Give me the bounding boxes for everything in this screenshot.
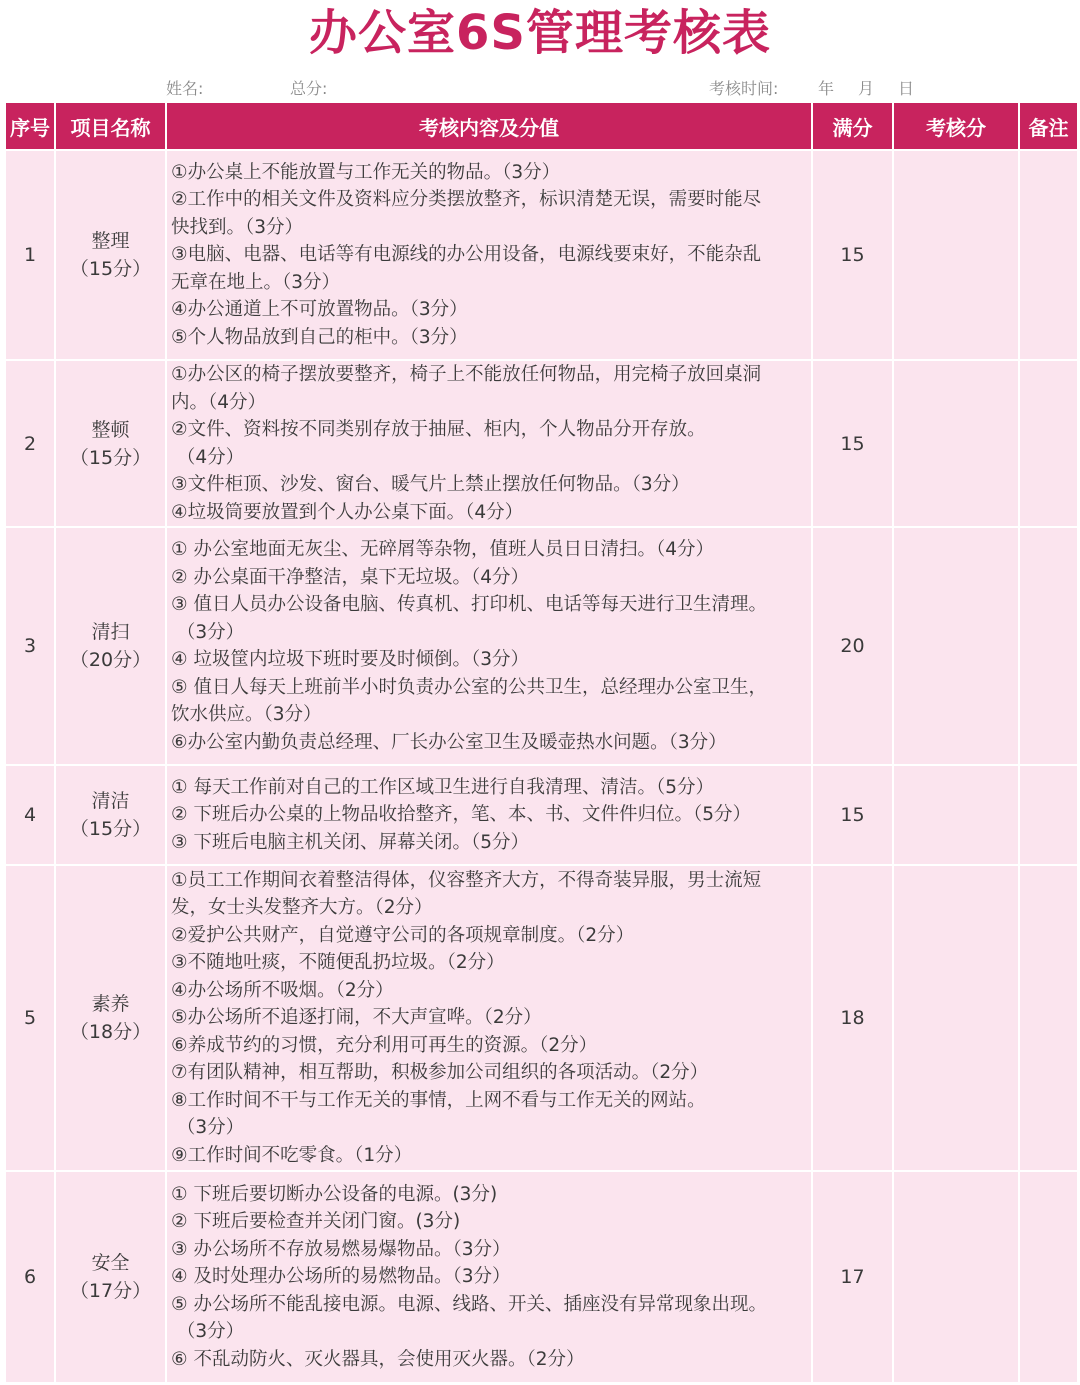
row-seq: 5 xyxy=(5,865,55,1171)
row-content xyxy=(166,360,812,527)
row-item-name xyxy=(55,527,166,765)
content-line: ① 办公室地面无灰尘、无碎屑等杂物，值班人员日日清扫。（4分） xyxy=(171,539,714,560)
content-line: ③ 办公场所不存放易燃易爆物品。（3分） xyxy=(171,1238,511,1260)
row-assessed-score-cell xyxy=(893,865,1019,1171)
item-points-text: （18分） xyxy=(69,1021,152,1043)
item-name-text: 安全 xyxy=(91,1252,130,1274)
row-seq: 3 xyxy=(5,527,55,765)
content-line: ①办公区的椅子摆放要整齐，椅子上不能放任何物品，用完椅子放回桌洞 xyxy=(171,364,762,385)
content-line: ⑦有团队精神，相互帮助，积极参加公司组织的各项活动。（2分） xyxy=(171,1062,709,1084)
content-line: ⑤ 办公场所不能乱接电源。电源、线路、开关、插座没有异常现象出现。 xyxy=(171,1293,767,1315)
content-line: （4分） xyxy=(171,446,245,468)
item-name-text: 清扫 xyxy=(91,621,130,643)
content-line: ③不随地吐痰，不随便乱扔垃圾。（2分） xyxy=(171,952,505,974)
content-line: ②工作中的相关文件及资料应分类摆放整齐，标识清楚无误，需要时能尽 xyxy=(171,189,762,211)
name-label: 姓名: xyxy=(166,79,204,98)
content-line: （3分） xyxy=(171,621,245,643)
page-title: 办公室6S管理考核表 xyxy=(309,5,771,61)
row-full-score: 17 xyxy=(812,1171,893,1383)
content-line: ①员工工作期间衣着整洁得体，仪容整齐大方，不得奇装异服，男士流短 xyxy=(171,869,762,891)
content-line: ③ 下班后电脑主机关闭、屏幕关闭。（5分） xyxy=(171,831,529,853)
content-line: ③电脑、电器、电话等有电源线的办公用设备，电源线要束好，不能杂乱 xyxy=(171,244,762,266)
table-row xyxy=(5,765,1078,865)
content-line: ⑥ 不乱动防火、灭火器具，会使用灭火器。（2分） xyxy=(171,1348,585,1370)
table-row xyxy=(5,527,1078,765)
row-seq: 6 xyxy=(5,1171,55,1383)
row-item-name xyxy=(55,150,166,360)
header-remarks: 备注 xyxy=(1019,102,1078,150)
row-remarks-cell xyxy=(1019,765,1078,865)
row-seq: 1 xyxy=(5,150,55,360)
item-points-text: （15分） xyxy=(69,258,152,280)
row-remarks-cell xyxy=(1019,360,1078,527)
content-line: ⑤办公场所不追逐打闹，不大声宣哗。（2分） xyxy=(171,1007,542,1029)
content-line: ④垃圾筒要放置到个人办公桌下面。（4分） xyxy=(171,501,524,523)
row-remarks-cell xyxy=(1019,1171,1078,1383)
row-item-name xyxy=(55,1171,166,1383)
header-seq: 序号 xyxy=(5,102,55,150)
content-line: ② 下班后要检查并关闭门窗。(3分) xyxy=(171,1211,461,1233)
row-content xyxy=(166,527,812,765)
header-assessed-score: 考核分 xyxy=(893,102,1019,150)
row-content xyxy=(166,765,812,865)
table-row xyxy=(5,1171,1078,1383)
row-item-name xyxy=(55,865,166,1171)
row-item-name xyxy=(55,360,166,527)
header-item-name: 项目名称 xyxy=(55,102,166,150)
row-full-score: 20 xyxy=(812,527,893,765)
row-assessed-score-cell xyxy=(893,1171,1019,1383)
content-line: 内。（4分） xyxy=(171,391,267,413)
assessment-table xyxy=(4,101,1079,1384)
row-full-score: 15 xyxy=(812,150,893,360)
content-line: ⑧工作时间不干与工作无关的事情，上网不看与工作无关的网站。 xyxy=(171,1089,706,1111)
content-line: 发，女士头发整齐大方。（2分） xyxy=(171,897,433,919)
content-line: ② 办公桌面干净整洁，桌下无垃圾。（4分） xyxy=(171,566,529,588)
row-remarks-cell xyxy=(1019,527,1078,765)
content-line: 无章在地上。（3分） xyxy=(171,271,341,293)
content-line: ⑨工作时间不吃零食。（1分） xyxy=(171,1144,413,1166)
item-points-text: （17分） xyxy=(69,1280,152,1302)
row-assessed-score-cell xyxy=(893,527,1019,765)
year-label: 年 xyxy=(818,79,835,98)
content-line: ③ 值日人员办公设备电脑、传真机、打印机、电话等每天进行卫生清理。 xyxy=(171,594,767,615)
content-line: ① 每天工作前对自己的工作区域卫生进行自我清理、清洁。（5分） xyxy=(171,776,714,798)
row-full-score: 15 xyxy=(812,360,893,527)
content-line: ⑤个人物品放到自己的柜中。（3分） xyxy=(171,326,468,348)
row-seq: 4 xyxy=(5,765,55,865)
content-line: ① 下班后要切断办公设备的电源。(3分) xyxy=(171,1183,498,1205)
table-row xyxy=(5,360,1078,527)
row-item-name xyxy=(55,765,166,865)
row-remarks-cell xyxy=(1019,150,1078,360)
item-points-text: （20分） xyxy=(69,649,152,671)
header-full-score: 满分 xyxy=(812,102,893,150)
content-line: （3分） xyxy=(171,1117,245,1139)
content-line: ②文件、资料按不同类别存放于抽屉、柜内，个人物品分开存放。 xyxy=(171,419,706,440)
total-score-label: 总分: xyxy=(290,79,328,98)
assessment-time-label: 考核时间: xyxy=(709,79,779,98)
row-content xyxy=(166,150,812,360)
content-line: ② 下班后办公桌的上物品收拾整齐，笔、本、书、文件件归位。（5分） xyxy=(171,804,751,826)
month-label: 月 xyxy=(858,79,875,98)
content-line: ③文件柜顶、沙发、窗台、暖气片上禁止摆放任何物品。（3分） xyxy=(171,474,690,495)
table-header-row xyxy=(5,102,1078,150)
item-points-text: （15分） xyxy=(69,446,152,469)
item-name-text: 素养 xyxy=(91,993,130,1015)
item-points-text: （15分） xyxy=(69,818,152,840)
content-line: 快找到。（3分） xyxy=(171,216,304,238)
row-content xyxy=(166,865,812,1171)
content-line: ④ 及时处理办公场所的易燃物品。（3分） xyxy=(171,1266,511,1288)
row-full-score: 18 xyxy=(812,865,893,1171)
content-line: ⑥养成节约的习惯，充分利用可再生的资源。（2分） xyxy=(171,1034,598,1056)
content-line: ②爱护公共财产，自觉遵守公司的各项规章制度。（2分） xyxy=(171,924,635,946)
content-line: ④ 垃圾筐内垃圾下班时要及时倾倒。（3分） xyxy=(171,649,529,670)
content-line: ①办公桌上不能放置与工作无关的物品。（3分） xyxy=(171,161,561,183)
content-line: ④办公场所不吸烟。（2分） xyxy=(171,979,394,1001)
row-assessed-score-cell xyxy=(893,360,1019,527)
row-assessed-score-cell xyxy=(893,150,1019,360)
item-name-text: 整顿 xyxy=(91,418,130,441)
row-content xyxy=(166,1171,812,1383)
item-name-text: 整理 xyxy=(91,230,130,252)
row-remarks-cell xyxy=(1019,865,1078,1171)
content-line: ⑥办公室内勤负责总经理、厂长办公室卫生及暖壶热水问题。（3分） xyxy=(171,731,727,753)
content-line: ④办公通道上不可放置物品。（3分） xyxy=(171,299,468,321)
item-name-text: 清洁 xyxy=(91,790,130,812)
content-line: ⑤ 值日人每天上班前半小时负责办公室的公共卫生，总经理办公室卫生， xyxy=(171,676,767,698)
row-seq: 2 xyxy=(5,360,55,527)
row-full-score: 15 xyxy=(812,765,893,865)
content-line: 饮水供应。（3分） xyxy=(171,704,322,725)
day-label: 日 xyxy=(898,79,915,98)
row-assessed-score-cell xyxy=(893,765,1019,865)
table-row xyxy=(5,150,1078,360)
content-line: （3分） xyxy=(171,1321,245,1343)
table-row xyxy=(5,865,1078,1171)
header-content: 考核内容及分值 xyxy=(166,102,812,150)
